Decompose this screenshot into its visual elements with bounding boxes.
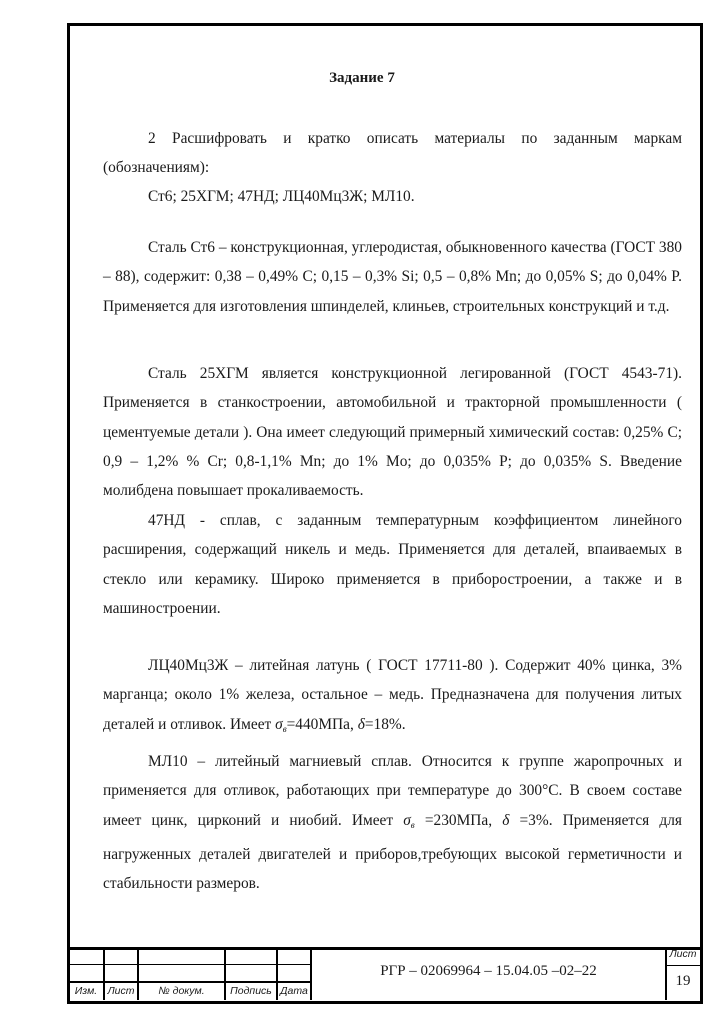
col-label-izm: Изм.	[74, 985, 98, 997]
paragraph-25hgm: Сталь 25ХГМ является конструкционной легированной (ГОСТ 4543-71). Применяется в станкостроении, автомобильной и тракторной промышленности ( цементуемые детали ). Она имеет следующий примерный химический состав: 0,25% С; 0,9 – 1,2% % Cr; 0,8-1,1% Mn; до 1% Mo; до 0,035% P; до 0,035% S. Введение молибдена повышает прокаливаемость.	[103, 365, 682, 500]
delta-symbol: δ	[357, 715, 365, 733]
sheet-number: 19	[675, 973, 691, 989]
paragraph-ml10	[103, 747, 682, 898]
delta-symbol: δ	[502, 811, 510, 829]
paragraph-47nd: 47НД - сплав, с заданным температурным коэффициентом линейного расширения, содержащий никель и медь. Применяется для деталей, впаиваемых в стекло или керамику. Широко применяется в приборостроении, а также и в машиностроении.	[103, 512, 682, 617]
task-paragraph: 2 Расшифровать и кратко описать материалы по заданным маркам (обозначениям):	[103, 130, 682, 177]
title-block-top-line	[67, 947, 700, 950]
paragraph-lc40mc3zh	[103, 651, 682, 744]
document-code: РГР – 02069964 – 15.04.05 –02–22	[380, 963, 597, 979]
page-title: Задание 7	[329, 70, 395, 86]
sigma-value: =230МПа,	[414, 811, 503, 829]
sigma-subscript: в	[410, 819, 415, 830]
title-block	[67, 947, 700, 1000]
col-label-list: Лист	[107, 985, 135, 997]
col-label-date: Дата	[280, 985, 308, 997]
delta-value: =18%.	[364, 715, 406, 733]
sigma-symbol: σ	[275, 715, 283, 733]
col-label-doc-number: № докум.	[158, 985, 205, 997]
paragraph-st6: Сталь Ст6 – конструкционная, углеродистая, обыкновенного качества (ГОСТ 380 – 88), содержит: 0,38 – 0,49% С; 0,15 – 0,3% Si; 0,5 – 0,8% Mn; до 0,05% S; до 0,04% P. Применяется для изготовления шпинделей, клиньев, строительных конструкций и т.д.	[103, 239, 682, 315]
delta-value: =3%.	[509, 811, 553, 829]
ml10-text: МЛ10 – литейный магниевый сплав. Относится к группе жаропрочных и применяется для отливок, работающих при температуре до 300°С. В своем составе имеет цинк, цирконий и ниобий. Имеет	[103, 753, 682, 829]
col-label-signature: Подпись	[230, 985, 272, 997]
sigma-value: =440МПа,	[286, 715, 358, 733]
sigma-subscript: в	[282, 723, 287, 734]
sheet-label: Лист	[669, 948, 697, 960]
ml10-tail: Применяется для нагруженных деталей двигателей и приборов,требующих высокой герметичности и стабильности размеров.	[103, 811, 682, 893]
sigma-symbol: σ	[403, 811, 411, 829]
lc40-text: ЛЦ40Мц3Ж – литейная латунь ( ГОСТ 17711-80 ). Содержит 40% цинка, 3% марганца; около 1% железа, остальное – медь. Предназначена для получения литых деталей и отливок. Имеет	[103, 657, 682, 733]
material-marks: Ст6; 25ХГМ; 47НД; ЛЦ40Мц3Ж; МЛ10.	[148, 188, 415, 205]
sheet-box-line	[666, 965, 700, 966]
